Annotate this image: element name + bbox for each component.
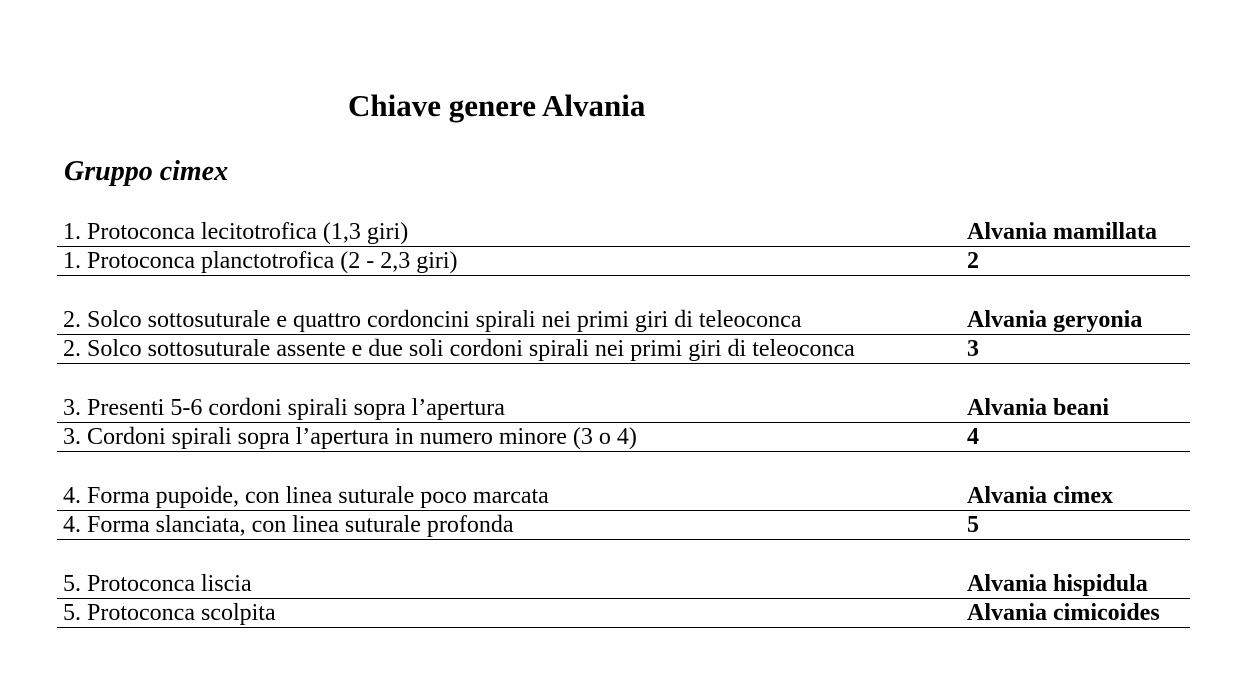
key-row bbox=[57, 394, 1190, 423]
key-row bbox=[57, 306, 1190, 335]
key-row-result: Alvania cimicoides bbox=[967, 600, 1160, 626]
key-row bbox=[57, 247, 1190, 276]
key-row-description: 3. Presenti 5-6 cordoni spirali sopra l’apertura bbox=[63, 395, 505, 421]
key-row bbox=[57, 599, 1190, 628]
key-row-description: 4. Forma slanciata, con linea suturale profonda bbox=[63, 512, 514, 538]
key-couplet-2 bbox=[57, 306, 1190, 364]
document-title: Chiave genere Alvania bbox=[348, 88, 646, 123]
key-row-result: 3 bbox=[967, 336, 979, 362]
group-subtitle: Gruppo cimex bbox=[64, 156, 229, 187]
key-row-description: 2. Solco sottosuturale assente e due soli cordoni spirali nei primi giri di teleoconca bbox=[63, 336, 855, 362]
key-row bbox=[57, 218, 1190, 247]
key-row bbox=[57, 570, 1190, 599]
key-row-result: Alvania geryonia bbox=[967, 307, 1143, 333]
key-row-description: 5. Protoconca liscia bbox=[63, 571, 252, 597]
key-couplet-4 bbox=[57, 482, 1190, 540]
key-row-result: Alvania beani bbox=[967, 395, 1110, 421]
key-row-result: 5 bbox=[967, 512, 979, 538]
key-row-result: 2 bbox=[967, 248, 979, 274]
key-couplet-3 bbox=[57, 394, 1190, 452]
key-row bbox=[57, 423, 1190, 452]
key-row-result: Alvania hispidula bbox=[967, 571, 1148, 597]
key-row-description: 2. Solco sottosuturale e quattro cordoncini spirali nei primi giri di teleoconca bbox=[63, 307, 802, 333]
identification-key-table bbox=[57, 218, 1190, 658]
key-row-description: 3. Cordoni spirali sopra l’apertura in numero minore (3 o 4) bbox=[63, 424, 637, 450]
key-row-description: 5. Protoconca scolpita bbox=[63, 600, 276, 626]
key-row-result: 4 bbox=[967, 424, 979, 450]
key-row-result: Alvania cimex bbox=[967, 483, 1113, 509]
key-row-result: Alvania mamillata bbox=[967, 219, 1157, 245]
key-row bbox=[57, 335, 1190, 364]
key-row bbox=[57, 482, 1190, 511]
key-couplet-1 bbox=[57, 218, 1190, 276]
key-row-description: 1. Protoconca planctotrofica (2 - 2,3 giri) bbox=[63, 248, 458, 274]
key-couplet-5 bbox=[57, 570, 1190, 628]
key-row-description: 4. Forma pupoide, con linea suturale poco marcata bbox=[63, 483, 549, 509]
key-row-description: 1. Protoconca lecitotrofica (1,3 giri) bbox=[63, 219, 409, 245]
key-row bbox=[57, 511, 1190, 540]
